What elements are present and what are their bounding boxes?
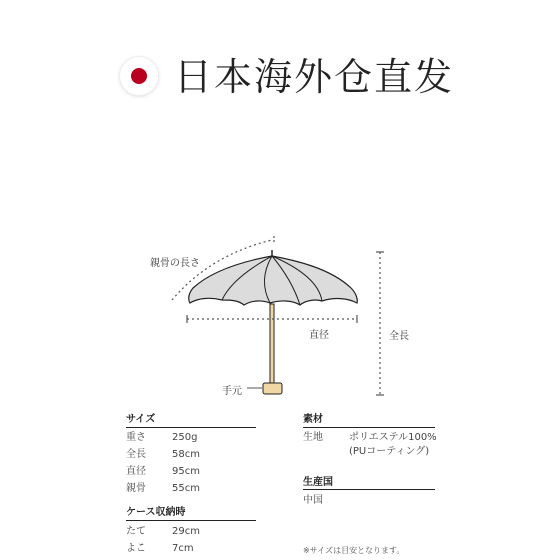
case-row-value: 7cm	[172, 543, 194, 554]
size-row-label: 重さ	[126, 432, 146, 443]
umbrella-illustration	[0, 230, 560, 410]
umbrella-handle	[263, 383, 282, 394]
material-label: 生地	[303, 432, 323, 443]
size-section-title: サイズ	[126, 414, 156, 425]
case-divider	[126, 520, 256, 521]
rib-length-label: 親骨の長さ	[150, 258, 200, 269]
size-row-label: 親骨	[126, 483, 146, 494]
size-row-value: 55cm	[172, 483, 200, 494]
origin-divider	[303, 489, 435, 490]
case-row-label: たて	[126, 526, 146, 537]
umbrella-shaft	[270, 304, 274, 384]
size-row-label: 全長	[126, 449, 146, 460]
case-section-title: ケース収納時	[126, 507, 186, 518]
origin-value: 中国	[303, 495, 323, 506]
material-value-line2: (PUコーティング)	[349, 446, 430, 457]
material-value-line1: ポリエステル100%	[349, 432, 437, 443]
case-row-label: よこ	[126, 543, 146, 554]
total-length-label: 全長	[389, 331, 409, 342]
size-note: ※サイズは目安となります。	[303, 546, 405, 555]
origin-section-title: 生産国	[303, 477, 333, 488]
size-row-label: 直径	[126, 466, 146, 477]
material-section-title: 素材	[303, 414, 323, 425]
banner-title: 日本海外仓直发	[174, 55, 455, 99]
size-divider	[126, 427, 256, 428]
flag-sun-disc	[131, 68, 147, 84]
size-row-value: 58cm	[172, 449, 200, 460]
size-row-value: 95cm	[172, 466, 200, 477]
size-row-value: 250g	[172, 432, 198, 443]
umbrella-diagram	[0, 230, 560, 410]
diameter-label: 直径	[309, 330, 329, 341]
handle-label: 手元	[222, 386, 242, 397]
case-row-value: 29cm	[172, 526, 200, 537]
header-banner	[0, 0, 560, 150]
material-divider	[303, 427, 435, 428]
